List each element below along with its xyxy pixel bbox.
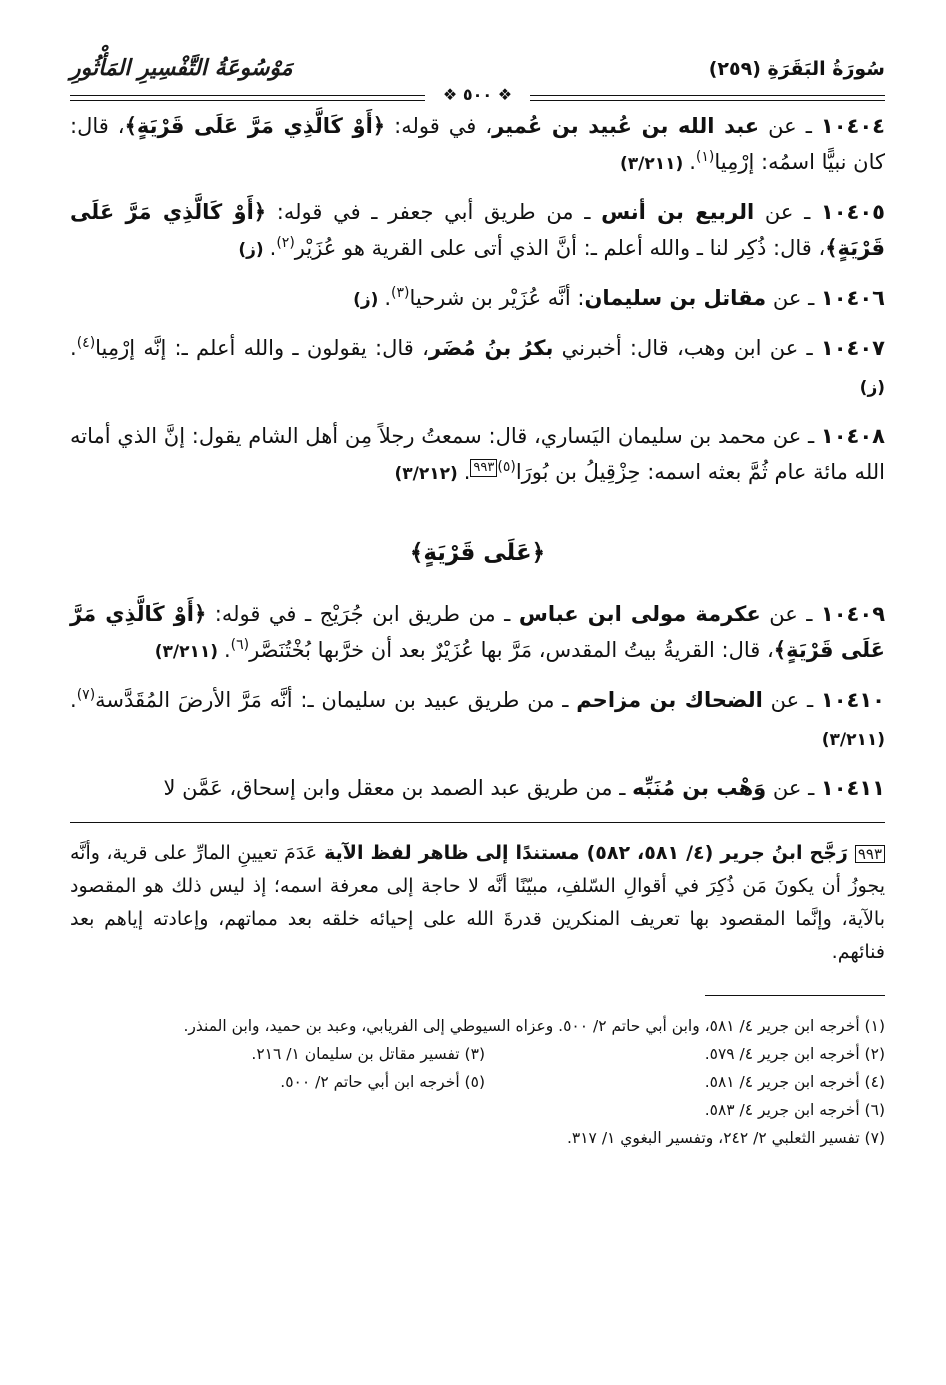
entry-text: ، في قوله: [385,114,493,138]
entry-text: . [223,638,231,662]
rule-right [530,95,885,101]
commentary-separator [70,822,885,823]
entry-text: . [269,236,277,260]
entry-text: . [70,688,77,712]
footnote-7: (٧) تفسير الثعلبي ٢/ ٢٤٢، وتفسير البغوي ١/ ٣١٧. [566,1129,885,1147]
narrator-name: عكرمة مولى ابن عباس [518,602,761,626]
entry-text: ـ من طريق ابن جُرَيْج ـ في قوله: [206,602,519,626]
footnote-marker: (٦) [230,637,250,653]
cross-reference: (٣/٢١١) [821,730,885,750]
footnote-marker: (٧) [76,687,96,703]
commentary-993 [70,837,885,969]
narrator-name: الضحاك بن مزاحم [576,688,763,712]
commentary-marker: ٩٩٣ [470,459,497,477]
page-number-value: ٥٠٠ [462,85,493,104]
footnote-row [70,1068,885,1096]
entry-text: ـ من طريق أبي جعفر ـ في قوله: [266,200,602,224]
entry-10410 [70,682,885,758]
entry-text: : أنَّه عُزَيْر بن شرحيا [409,286,585,310]
quran-verse: ﴿أَوْ كَالَّذِي مَرَّ عَلَى قَرْيَةٍ﴾ [124,114,386,138]
footnote-marker: (٥) [497,459,516,475]
commentary-ref: (٤/ ٥٨١، ٥٨٢) [586,842,714,864]
commentary-marker: ٩٩٣ [855,845,885,863]
cross-reference: (ز) [859,378,885,398]
surah-title: سُورَةُ البَقَرَةِ (٢٥٩) [708,58,885,80]
footnote-3: (٣) تفسير مقاتل بن سليمان ١/ ٢١٦. [251,1045,485,1063]
entry-10407 [70,330,885,406]
footnote-marker: (٤) [76,335,96,351]
entry-text: ـ عن [766,286,821,310]
entry-number: ١٠٤١٠ [820,688,885,712]
cross-reference: (ز) [238,240,270,260]
entry-text: . [689,150,696,174]
footnote-row [70,1040,885,1068]
footnote-4: (٤) أخرجه ابن جرير ٤/ ٥٨١. [704,1073,885,1091]
entry-text: ـ عن محمد بن سليمان اليَساري، قال: سمعتُ رجلاً مِن أهل الشام يقول: إنَّ الذي أماته الله مائة عام ثُمَّ بعثه اسمه: حِزْقِيلُ بن بُورَا [70,424,885,484]
narrator-name: مقاتل بن سليمان [584,286,767,310]
entry-text: . [463,460,471,484]
entry-10411 [70,770,885,806]
entry-text: ، قال: ذُكِر لنا ـ والله أعلم ـ: أنَّ الذي أتى على القرية هو عُزَيْر [294,236,826,260]
commentary-lead: رَجَّح ابنُ جرير [713,842,855,864]
entry-text: ، قال: كان نبيًّا اسمُه: إرْمِيا [70,114,885,174]
commentary-lead: مستندًا إلى ظاهر لفظ الآية [317,842,587,864]
book-title: مَوْسُوعَةُ التَّفْسِيرِ المَأْثُورِ [70,56,293,81]
entry-number: ١٠٤٠٩ [820,602,886,626]
entry-text: ، قال: يقولون ـ والله أعلم ـ: إنَّه إرْمِيا [95,336,429,360]
entry-text: ـ عن [754,200,821,224]
running-head [70,50,885,108]
entry-number: ١٠٤٠٧ [820,336,885,360]
entry-text: ـ من طريق عبيد بن سليمان ـ: أنَّه مَرَّ الأرضَ المُقَدَّسة [95,688,577,712]
footnote-2: (٢) أخرجه ابن جرير ٤/ ٥٧٩. [704,1045,885,1063]
entry-text: ـ عن [766,776,821,800]
entry-text: ـ عن [759,114,821,138]
entry-text: ، قال: القريةُ بيتُ المقدس، مَرَّ بها عُزَيْرٌ بعد أن خرَّبها بُخْتُنَصَّر [249,638,774,662]
page [70,50,885,1152]
entry-number: ١٠٤١١ [820,776,885,800]
quran-verse: ﴿أَوْ كَالَّذِي مَرَّ عَلَى قَرْيَةٍ﴾ [70,200,885,260]
footnote-1: (١) أخرجه ابن جرير ٤/ ٥٨١، وابن أبي حاتم ٢/ ٥٠٠. وعزاه السيوطي إلى الفريابي، وعبد بن حميد، وابن المنذر. [183,1017,885,1035]
commentary-text: عَدَمَ تعيينِ المارِّ على قرية، وأنَّه يجوزُ أن يكونَ مَن ذُكِرَ في أقوالِ السّلفِ، مبيّنًا أنَّه لا حاجة إلى معرفة اسمه؛ إذ ليس ذلك هو المقصود بالآية، وإنَّما المقصود بها تعريف المنكرين قدرةَ الله على إحيائه خلقه بعد مماتهم، وإعادته إياهم بعد فنائهم. [70,842,885,963]
cross-reference: (٣/٢١١) [620,154,690,174]
entry-number: ١٠٤٠٦ [820,286,885,310]
entry-text: . [384,286,391,310]
entry-number: ١٠٤٠٤ [820,114,885,138]
entry-10406 [70,280,885,318]
cross-reference: (٣/٢١١) [154,642,224,662]
entry-text: ـ عن [762,688,821,712]
footnote-separator [705,995,885,996]
section-heading: ﴿عَلَى قَرْيَةٍ﴾ [409,540,546,566]
entry-10409 [70,596,885,670]
entry-number: ١٠٤٠٥ [820,200,885,224]
footnote-5: (٥) أخرجه ابن أبي حاتم ٢/ ٥٠٠. [280,1073,485,1091]
entry-text: . [70,336,77,360]
entry-text: ـ عن [760,602,821,626]
entry-10408 [70,418,885,492]
header-rule [70,85,885,104]
cross-reference: (ز) [353,290,385,310]
footnote-marker: (١) [695,149,715,165]
footnote-marker: (٢) [276,235,295,251]
page-number: ❖ ٥٠٠ ❖ [437,85,518,104]
narrator-name: عبد الله بن عُبيد بن عُمير [492,114,760,138]
entry-10404 [70,108,885,182]
entry-number: ١٠٤٠٨ [820,424,885,448]
footnote-6: (٦) أخرجه ابن جرير ٤/ ٥٨٣. [704,1101,885,1119]
narrator-name: بكرُ بنُ مُضَر [428,336,554,360]
footnote-marker: (٣) [391,285,410,301]
quran-verse: ﴿أَوْ كَالَّذِي مَرَّ عَلَى قَرْيَةٍ﴾ [70,602,885,662]
entry-text: ـ من طريق عبد الصمد بن معقل وابن إسحاق، عَمَّن لا [163,776,633,800]
narrator-name: وَهْب بن مُنَبِّه [632,776,767,800]
rule-left [70,95,425,101]
entry-text: ـ عن ابن وهب، قال: أخبرني [553,336,821,360]
cross-reference: (٣/٢١٢) [394,464,464,484]
entry-10405 [70,194,885,268]
narrator-name: الربيع بن أنس [601,200,755,224]
footnotes [70,1012,885,1152]
